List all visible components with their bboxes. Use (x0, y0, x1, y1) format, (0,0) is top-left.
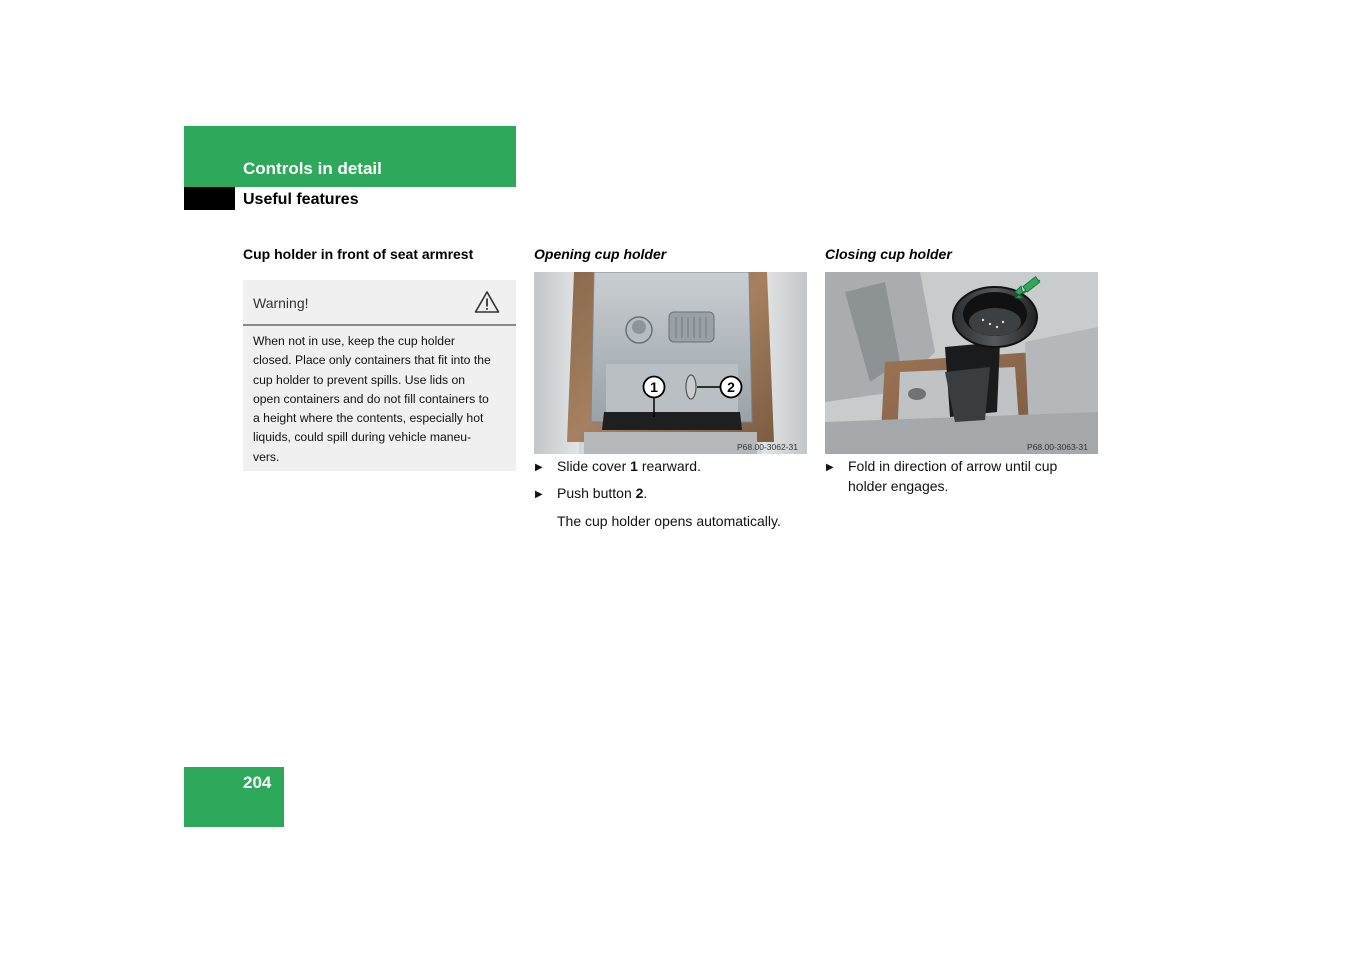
console-illustration (534, 272, 807, 454)
bullet-arrow-icon: ▶ (535, 462, 543, 473)
warning-line: open containers and do not fill containers to (253, 391, 489, 406)
cup-holder-illustration (825, 272, 1098, 454)
closing-cup-holder-title: Closing cup holder (825, 246, 952, 262)
warning-header (243, 280, 516, 326)
callout-1: 1 (650, 379, 658, 395)
callout-2: 2 (727, 379, 735, 395)
step-line: Fold in direction of arrow until cup (848, 458, 1058, 474)
cup-holder-section-title: Cup holder in front of seat armrest (243, 246, 474, 262)
warning-line: closed. Place only containers that fit into the (253, 353, 491, 368)
opening-cup-holder-title: Opening cup holder (534, 246, 667, 262)
step-line: holder engages. (848, 477, 949, 494)
warning-label: Warning! (253, 295, 309, 311)
warning-line: liquids, could spill during vehicle maneu- (253, 430, 472, 445)
step-push-button: Push button 2. (557, 485, 648, 501)
warning-line: vers. (253, 449, 280, 464)
step-fold-cup-holder (848, 457, 1057, 496)
step-slide-cover: Slide cover 1 rearward. (557, 458, 701, 474)
image-code: P68.00-3063-31 (1027, 442, 1088, 452)
opening-cup-holder-image (534, 272, 807, 454)
section-subtitle: Useful features (243, 191, 359, 208)
warning-line: a height where the contents, especially hot (253, 411, 484, 426)
bullet-arrow-icon: ▶ (826, 462, 834, 473)
closing-cup-holder-image (825, 272, 1098, 454)
warning-line: When not in use, keep the cup holder (253, 334, 455, 348)
warning-box (243, 280, 516, 471)
warning-line: cup holder to prevent spills. Use lids on (253, 372, 466, 387)
chapter-title: Controls in detail (243, 159, 382, 178)
step-result: The cup holder opens automatically. (557, 513, 781, 529)
bullet-arrow-icon: ▶ (535, 489, 543, 500)
image-code: P68.00-3062-31 (737, 442, 798, 452)
warning-text (253, 332, 511, 467)
warning-triangle-icon (474, 290, 500, 314)
section-tab-marker (184, 187, 235, 210)
page-number: 204 (243, 773, 272, 792)
